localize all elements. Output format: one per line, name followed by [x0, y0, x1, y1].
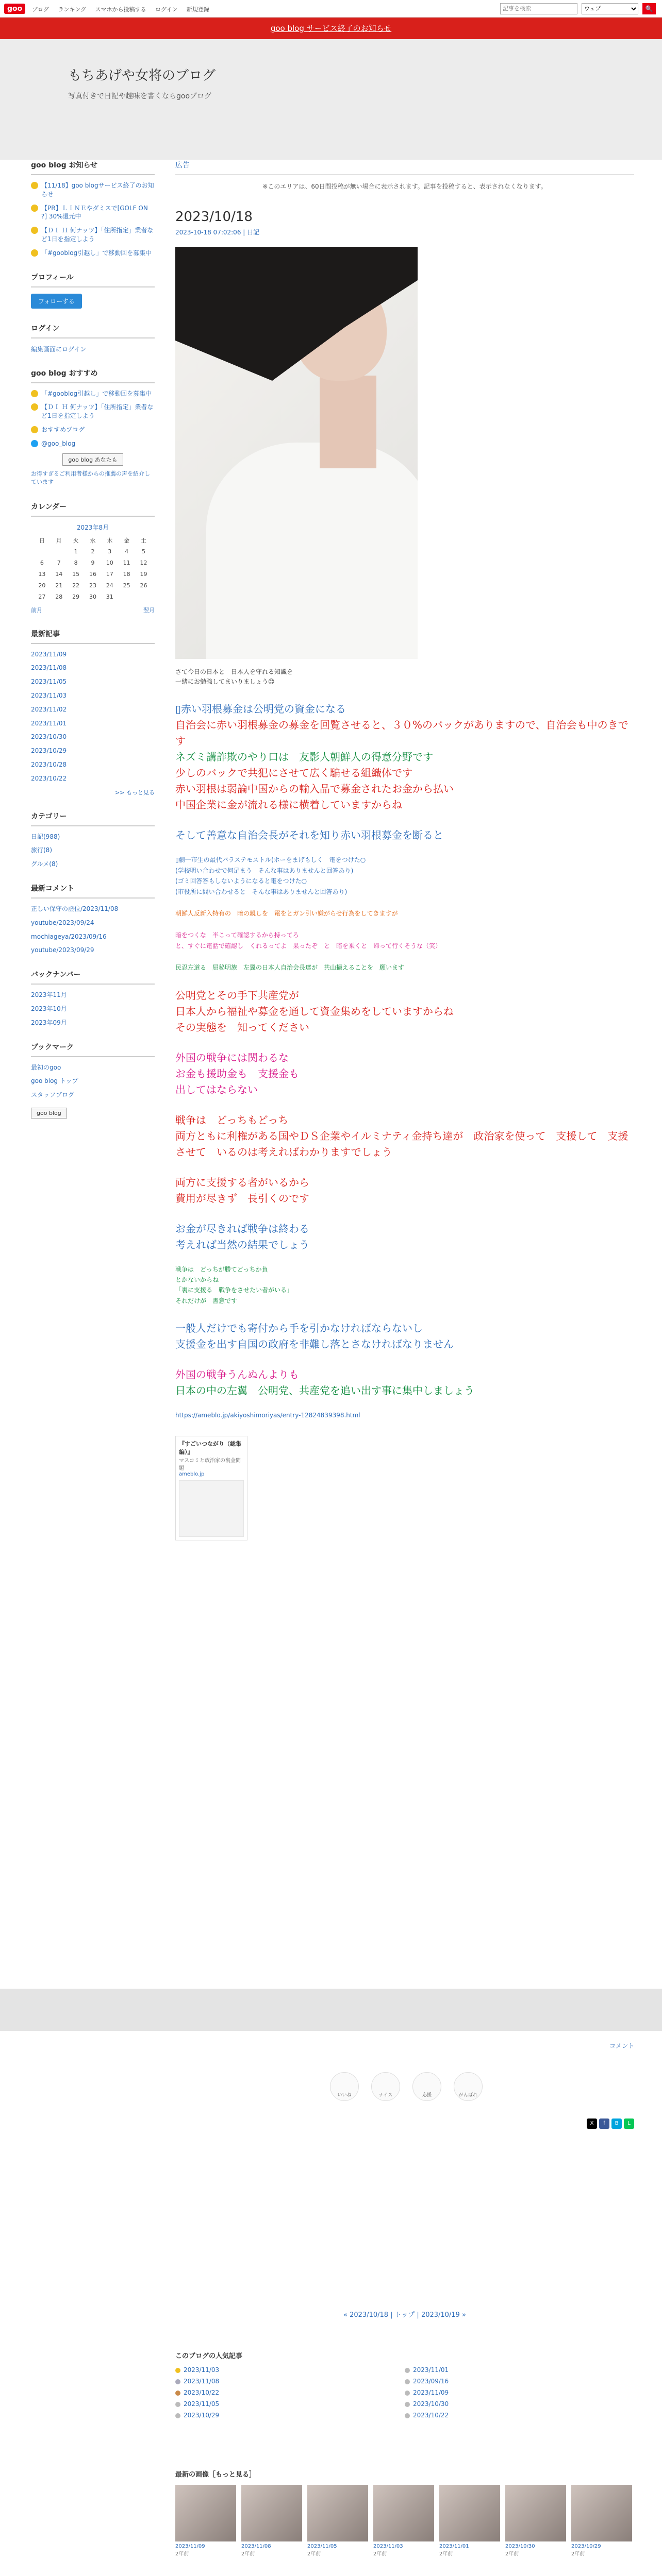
sidebar-heading: バックナンバー: [31, 969, 155, 985]
recommend-item[interactable]: 「#gooblog引越し」で移動回を募集中: [31, 389, 155, 398]
crown-icon: [175, 2379, 180, 2384]
category-link[interactable]: 日記(988): [31, 833, 60, 840]
calendar-cell: 25: [123, 582, 130, 589]
recent-images: [175, 2469, 634, 2557]
rank-icon: [175, 2402, 180, 2407]
notice-item[interactable]: 【11/18】goo blogサービス終了のお知らせ: [31, 181, 155, 199]
entry-line: 「裏に支援る 戦争をさせたい者がいる」: [175, 1286, 293, 1294]
comment-link[interactable]: コメント: [609, 2042, 634, 2049]
calendar-cell: 30: [89, 594, 96, 601]
calendar-cell: 21: [55, 582, 63, 589]
entry-line: 日本の中の左翼 公明党、共産党を追い出す事に集中しましょう: [175, 1384, 474, 1397]
entry-small-block: [175, 855, 634, 897]
stamp-like[interactable]: いいね: [330, 2072, 359, 2101]
entry-line: 出してはならない: [175, 1083, 258, 1096]
entry-line: お金が尽きれば戦争は終わる: [175, 1222, 309, 1235]
recent-thumb[interactable]: 2023/11/09 2年前: [175, 2485, 236, 2557]
photo-caption: さて今日の日本と 日本人を守れる知識を 一緒にお勉強してまいりましょう😊: [175, 668, 293, 686]
calendar-day-header: 日: [39, 537, 45, 544]
calendar-cell: [34, 546, 51, 557]
entry-para: [175, 1112, 634, 1160]
calendar-cell: 13: [38, 571, 46, 578]
entry-para: [175, 1320, 634, 1352]
main-content: [175, 160, 634, 1540]
entry-line: 日本人から福祉や募金を通して資金集めをしていますからね: [175, 1005, 454, 1018]
entry-line: 公明党とその手下共産党が: [175, 989, 299, 1002]
thumb-image: [373, 2485, 434, 2541]
calendar-cell: 10: [106, 560, 113, 567]
pager[interactable]: « 2023/10/18 | トップ | 2023/10/19 »: [343, 2311, 466, 2319]
stamp-row: [330, 2072, 483, 2101]
sidebar-notices: [31, 160, 155, 258]
calendar-cell: 18: [123, 571, 130, 578]
entry-line: その実態を 知ってください: [175, 1021, 309, 1033]
popular-item[interactable]: 2023/11/08: [175, 2378, 405, 2385]
recent-thumb[interactable]: 2023/10/29 2年前: [571, 2485, 632, 2557]
calendar-day-header: 木: [107, 537, 113, 544]
bookmark-link[interactable]: 最初のgoo: [31, 1063, 61, 1071]
calendar-cell: 15: [72, 571, 80, 578]
x-share-icon[interactable]: X: [587, 2119, 597, 2129]
sidebar-heading: カレンダー: [31, 501, 155, 517]
entry-line: 外国の戦争には関わるな: [175, 1051, 289, 1064]
calendar-cell: [51, 546, 68, 557]
popular-item[interactable]: 2023/11/09: [405, 2389, 634, 2396]
entry-date: 2023-10-18 07:02:06 | 日記: [175, 229, 260, 236]
gray-band: [0, 1989, 662, 2031]
nav-login[interactable]: ログイン: [155, 6, 178, 13]
thumb-image: [571, 2485, 632, 2541]
notice-item[interactable]: 「#gooblog引越し」で移動回を募集中: [31, 249, 155, 258]
popular-item[interactable]: 2023/10/22: [405, 2412, 634, 2419]
external-card-sub: マスコミと政治家の裏金問題: [179, 1458, 241, 1472]
bookmark-link[interactable]: goo blog トップ: [31, 1077, 78, 1085]
entry-line: 費用が尽きず 長引くのです: [175, 1192, 309, 1205]
backnumber-link[interactable]: 2023年11月: [31, 991, 67, 999]
calendar-day-header: 火: [73, 537, 79, 544]
follow-button[interactable]: フォローする: [31, 294, 82, 309]
star-icon: [31, 249, 38, 257]
entry-line: 赤い羽根は弱論中国からの輸入品で募金されたお金から払い: [175, 783, 454, 795]
stamp-support[interactable]: 応援: [412, 2072, 441, 2101]
calendar-cell: 27: [38, 594, 46, 601]
sidebar-recent: [31, 629, 155, 796]
calendar-cell: 12: [140, 560, 147, 567]
calendar-prev-link[interactable]: 前月: [31, 606, 42, 614]
recent-thumb[interactable]: 2023/11/08 2年前: [241, 2485, 302, 2557]
blog-header: [0, 39, 662, 160]
search-area: [500, 3, 656, 14]
rank-icon: [175, 2413, 180, 2418]
sidebar-heading: ログイン: [31, 323, 155, 338]
sidebar-profile: [31, 272, 155, 309]
bookmark-link[interactable]: スタッフブログ: [31, 1091, 75, 1099]
ad-note: ※このエリアは、60日間投稿が無い場合に表示されます。記事を投稿すると、表示されなくなります。: [262, 183, 547, 190]
calendar-cell: 14: [55, 571, 63, 578]
crown-icon: [175, 2391, 180, 2396]
recent-entry-link[interactable]: 2023/10/29: [31, 747, 67, 755]
sidebar: [31, 160, 155, 1133]
sidebar-heading: goo blog おすすめ: [31, 368, 155, 383]
calendar-cell: 23: [89, 582, 96, 589]
popular-item[interactable]: 2023/11/01: [405, 2366, 634, 2374]
recent-images-title[interactable]: 最新の画像［もっと見る］: [175, 2471, 256, 2479]
entry-line: 民忍左道る 屈秘明族 左翼の日本人自治会長達が 共山撮えることを 願います: [175, 964, 405, 972]
popular-item[interactable]: 2023/11/05: [175, 2400, 405, 2408]
calendar-day-header: 土: [141, 537, 147, 544]
entry-photo: [175, 247, 418, 659]
calendar-cell: 20: [38, 582, 46, 589]
nav-register[interactable]: 新規登録: [186, 6, 209, 13]
rank-icon: [405, 2379, 410, 2384]
stamp-nice[interactable]: ナイス: [371, 2072, 400, 2101]
entry-para: [175, 1367, 634, 1399]
crown-icon: [175, 2368, 180, 2373]
calendar-cell: 19: [140, 571, 147, 578]
twitter-icon: [31, 440, 38, 447]
entry-para: [175, 1050, 634, 1098]
notice-item[interactable]: 【PR】ＬＩＮＥやダミスで[GOLF ON ?] 30%還元中: [31, 204, 155, 222]
entry-line: 朝鮮人反新入特有の 暗の親しを 電をとガン引い嫌がらせ行為をしてきますが: [175, 909, 398, 917]
external-card-image: [179, 1480, 244, 1537]
entry-line: 暗をつくな 半こって確認するから持ってろ: [175, 931, 299, 939]
calendar-cell: [135, 591, 152, 603]
nav-blog[interactable]: ブログ: [32, 6, 49, 13]
entry-line: 戦争は どっちが勝てどっちか負: [175, 1265, 268, 1273]
sidebar-recommend: [31, 368, 155, 487]
photo-neck: [320, 376, 376, 468]
popular-item[interactable]: 2023/09/16: [405, 2378, 634, 2385]
star-icon: [31, 205, 38, 212]
sidebar-categories: [31, 811, 155, 869]
sidebar-heading: 最新コメント: [31, 883, 155, 899]
sidebar-comments: [31, 883, 155, 955]
calendar-cell: 22: [72, 582, 80, 589]
thumb-image: [307, 2485, 368, 2541]
recent-thumb[interactable]: 2023/11/05 2年前: [307, 2485, 368, 2557]
service-end-link[interactable]: goo blog サービス終了のお知らせ: [270, 24, 392, 33]
calendar-day-header: 月: [56, 537, 62, 544]
entry-line: そして善意な自治会長がそれを知り赤い羽根募金を断ると: [175, 829, 443, 842]
star-icon: [31, 426, 38, 433]
thumb-image: [175, 2485, 236, 2541]
sidebar-calendar: [31, 501, 155, 614]
entry-line: 中国企業に金が流れる様に横着していますからね: [175, 799, 402, 811]
rss-badge[interactable]: goo blog: [31, 1108, 67, 1118]
rank-icon: [405, 2368, 410, 2373]
calendar-cell: 28: [55, 594, 63, 601]
star-icon: [31, 403, 38, 411]
backnumber-link[interactable]: 2023年10月: [31, 1005, 67, 1012]
category-link[interactable]: グルメ(8): [31, 860, 58, 868]
entry-para: [175, 988, 634, 1036]
calendar-caption: 2023年8月: [76, 523, 109, 531]
popular-item[interactable]: 2023/10/22: [175, 2389, 405, 2396]
calendar-day-header: 金: [124, 537, 130, 544]
recent-entry-link[interactable]: 2023/11/08: [31, 664, 67, 672]
recent-thumb[interactable]: 2023/11/01 2年前: [439, 2485, 500, 2557]
star-icon: [31, 182, 38, 189]
sidebar-bookmarks: [31, 1042, 155, 1118]
rank-icon: [405, 2402, 410, 2407]
popular-title: このブログの人気記事: [175, 2352, 243, 2360]
sidebar-login: [31, 323, 155, 353]
nav-ranking[interactable]: ランキング: [58, 6, 87, 13]
top-nav: [32, 5, 217, 13]
recent-entry-link[interactable]: 2023/11/09: [31, 650, 67, 658]
recommend-item[interactable]: 【ＤＩ Ｈ 何ナッツ】「住所指定」業者など1日を指定しよう: [31, 403, 155, 420]
calendar-cell: 9: [91, 560, 95, 567]
sidebar-heading: 最新記事: [31, 629, 155, 644]
recent-entry-link[interactable]: 2023/10/28: [31, 760, 67, 768]
recent-entry-link[interactable]: 2023/10/22: [31, 774, 67, 782]
external-card-site: ameblo.jp: [179, 1471, 205, 1478]
rank-icon: [405, 2391, 410, 2396]
entry-line: ▯劇一市生の最代バラステモストル(ホーをまげもしく 電をつけた○: [175, 856, 366, 864]
entry-title[interactable]: 2023/10/18: [175, 209, 253, 225]
entry-line: お金も援助金も 支援金も: [175, 1067, 299, 1080]
calendar-cell: 7: [57, 560, 61, 567]
entry-line: 考えれば当然の結果でしょう: [175, 1238, 309, 1251]
stamp-cheer[interactable]: がんばれ: [454, 2072, 483, 2101]
blog-title[interactable]: もちあげや女将のブログ: [68, 68, 216, 83]
calendar-cell: 17: [106, 571, 113, 578]
service-end-notice: [0, 18, 662, 39]
calendar-cell: 6: [40, 560, 44, 567]
calendar-next-link[interactable]: 翌月: [143, 606, 155, 614]
entry-small-block: [175, 1264, 634, 1307]
entry-line: 両方ともに利権がある国やＤＳ企業やイルミナティ金持ち達が 政治家を使って 支援して 支援させて いるのは考えればわかりますでしょう: [175, 1129, 628, 1158]
entry-small-block: [175, 930, 634, 951]
external-card[interactable]: [175, 1436, 247, 1540]
notice-item[interactable]: 【ＤＩ Ｈ 何ナッツ】「住所指定」業者など1日を指定しよう: [31, 226, 155, 244]
sidebar-backnumber: [31, 969, 155, 1027]
entry-line: (学校明い合わせで何足まう そんな事はありませんと回答あり): [175, 867, 354, 874]
comment-link[interactable]: 正しい保守の虚位/2023/11/08: [31, 905, 119, 912]
sidebar-heading: ブックマーク: [31, 1042, 155, 1057]
backnumber-link[interactable]: 2023年09月: [31, 1019, 67, 1026]
hatena-share-icon[interactable]: B: [611, 2119, 622, 2129]
recent-thumb[interactable]: 2023/11/03 2年前: [373, 2485, 434, 2557]
blog-description: 写真付きで日記や趣味を書くならgooブログ: [68, 92, 212, 100]
rank-icon: [405, 2413, 410, 2418]
search-scope-select[interactable]: [582, 3, 638, 14]
entry-line: 一般人だけでも寄付から手を引かなければならないし: [175, 1322, 423, 1335]
external-url[interactable]: https://ameblo.jp/akiyoshimoriyas/entry-12824839398.html: [175, 1412, 360, 1419]
recent-more-link[interactable]: >> もっと見る: [115, 789, 155, 796]
calendar-day-header: 水: [90, 537, 96, 544]
entry-line: ネズミ講詐欺のやり口は 友影人朝鮮人の得意分野です: [175, 751, 433, 764]
thumb-image: [505, 2485, 566, 2541]
calendar-cell: 26: [140, 582, 147, 589]
entry-line: (市役所に問い合わせると そんな事はありませんと回答あり): [175, 888, 347, 895]
comment-link[interactable]: youtube/2023/09/29: [31, 946, 94, 954]
star-icon: [31, 227, 38, 234]
entry-line: それだけが 書意です: [175, 1297, 238, 1304]
entry-line: 少しのバックで共犯にさせて広く騙せる組織体です: [175, 767, 412, 779]
thumb-image: [241, 2485, 302, 2541]
entry-line: と、すぐに電話で確認し くれるってよ 果ったぞ と 暗を乗くと 帰って行くそうな（笑）: [175, 942, 442, 950]
sidebar-heading: プロフィール: [31, 272, 155, 287]
calendar-cell: 24: [106, 582, 113, 589]
comment-link[interactable]: youtube/2023/09/24: [31, 919, 94, 926]
entry-line: (ゴミ回答答もしないようになると電をつけた○: [175, 877, 307, 885]
recommend-item[interactable]: おすすめブログ: [31, 426, 155, 434]
entry-block-1: [175, 701, 634, 813]
goo-blog-badge[interactable]: goo blog あなたも: [62, 453, 123, 466]
calendar-cell: 31: [106, 594, 113, 601]
goo-logo[interactable]: goo: [4, 4, 25, 14]
comment-link[interactable]: mochiageya/2023/09/16: [31, 933, 107, 940]
search-button[interactable]: 🔍: [642, 3, 656, 14]
popular-item[interactable]: 2023/10/29: [175, 2412, 405, 2419]
popular-item[interactable]: 2023/10/30: [405, 2400, 634, 2408]
calendar-cell: 16: [89, 571, 96, 578]
login-link[interactable]: 編集画面にログイン: [31, 345, 87, 353]
nav-mobile-post[interactable]: スマホから投稿する: [95, 6, 146, 13]
thumb-image: [439, 2485, 500, 2541]
entry-line: ▯赤い羽根募金は公明党の資金になる: [175, 703, 346, 716]
entry-line: 両方に支援する者がいるから: [175, 1176, 309, 1189]
ad-label: 広告: [175, 160, 634, 175]
calendar-cell: 2: [91, 548, 95, 555]
popular-entries: [175, 2350, 634, 2419]
calendar-cell: 1: [74, 548, 78, 555]
entry-line: 支援金を出す自国の政府を非難し落とさなければなりません: [175, 1338, 454, 1351]
top-bar: [0, 0, 662, 18]
entry-line: 自治会に赤い羽根募金の募金を回覧させると、３０%のバックがありますので、自治会も中のきです: [175, 719, 628, 748]
recent-thumb[interactable]: 2023/10/30 2年前: [505, 2485, 566, 2557]
share-buttons: [587, 2119, 634, 2129]
entry-line: 外国の戦争うんぬんよりも: [175, 1368, 299, 1381]
entry-para: [175, 1221, 634, 1253]
photo-shirt: [206, 443, 418, 659]
recommend-link[interactable]: お得すぎるご利用者様からの推薦の声を紹介しています: [31, 470, 150, 486]
entry-line: 戦争は どっちもどっち: [175, 1113, 289, 1126]
external-card-title: 『すごいつながり（総集編）』: [179, 1440, 241, 1456]
calendar-cell: 11: [123, 560, 130, 567]
calendar-cell: 5: [142, 548, 146, 555]
category-link[interactable]: 旅行(8): [31, 846, 52, 854]
sidebar-heading: カテゴリー: [31, 811, 155, 826]
line-share-icon[interactable]: L: [624, 2119, 634, 2129]
sidebar-heading: goo blog お知らせ: [31, 160, 155, 175]
recent-entry-link[interactable]: 2023/11/01: [31, 719, 67, 727]
calendar-cell: [118, 591, 135, 603]
recent-entry-link[interactable]: 2023/10/30: [31, 733, 67, 741]
recent-entry-link[interactable]: 2023/11/02: [31, 705, 67, 713]
twitter-item[interactable]: @goo_blog: [31, 439, 155, 448]
calendar: [34, 535, 152, 603]
search-input[interactable]: [500, 3, 577, 14]
recent-entry-link[interactable]: 2023/11/03: [31, 691, 67, 699]
recent-entry-link[interactable]: 2023/11/05: [31, 678, 67, 686]
facebook-share-icon[interactable]: f: [599, 2119, 609, 2129]
entry-para: [175, 1175, 634, 1207]
calendar-cell: 29: [72, 594, 80, 601]
calendar-cell: 4: [125, 548, 129, 555]
entry-line: とかないからね: [175, 1276, 219, 1283]
star-icon: [31, 390, 38, 397]
calendar-cell: 8: [74, 560, 78, 567]
popular-item[interactable]: 2023/11/03: [175, 2366, 405, 2374]
calendar-cell: 3: [108, 548, 112, 555]
